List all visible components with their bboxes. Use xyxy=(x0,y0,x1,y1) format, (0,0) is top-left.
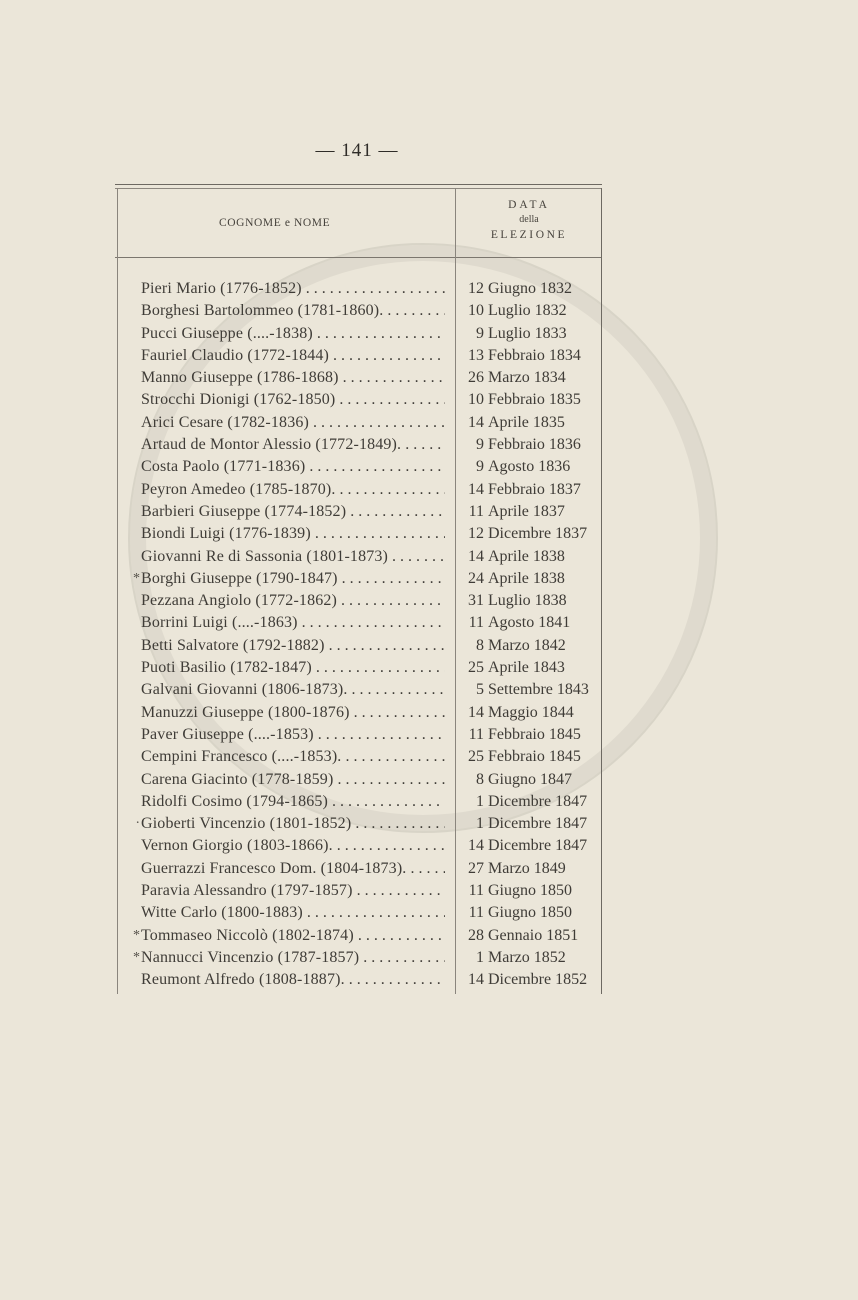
member-name: Pieri Mario (1776-1852) . . . xyxy=(141,278,445,300)
election-day: 14 xyxy=(468,971,484,989)
election-day: 1 xyxy=(476,948,484,966)
table-row xyxy=(0,746,858,768)
member-name: Borghi Giuseppe (1790-1847) . . . xyxy=(141,568,445,590)
election-month-year: Luglio 1832 xyxy=(488,302,567,320)
election-day: 5 xyxy=(476,681,484,699)
election-month-year: Febbraio 1834 xyxy=(488,346,581,364)
member-name: Barbieri Giuseppe (1774-1852) . . . xyxy=(141,501,445,523)
table-row xyxy=(0,858,858,880)
election-month-year: Marzo 1842 xyxy=(488,636,566,654)
election-month-year: Agosto 1836 xyxy=(488,458,571,476)
member-name: Borghesi Bartolommeo (1781-1860). . . . xyxy=(141,300,445,322)
table-top-rule xyxy=(115,184,602,185)
election-month-year: Marzo 1852 xyxy=(488,948,566,966)
election-month-year: Giugno 1850 xyxy=(488,904,572,922)
row-mark: · xyxy=(135,816,140,832)
member-name: Tommaseo Niccolò (1802-1874) . . . xyxy=(141,925,445,947)
election-month-year: Luglio 1833 xyxy=(488,324,567,342)
table-row xyxy=(0,389,858,411)
election-month-year: Giugno 1832 xyxy=(488,280,572,297)
election-day: 10 xyxy=(468,391,484,409)
election-month-year: Aprile 1838 xyxy=(488,569,565,587)
table-row xyxy=(0,590,858,612)
table-row xyxy=(0,635,858,657)
member-name: Manuzzi Giuseppe (1800-1876) . . . xyxy=(141,702,445,724)
table-row xyxy=(0,724,858,746)
table-row xyxy=(0,456,858,478)
election-month-year: Maggio 1844 xyxy=(488,703,574,721)
member-name: Carena Giacinto (1778-1859) . . . xyxy=(141,769,445,791)
election-month-year: Giugno 1850 xyxy=(488,882,572,900)
member-name: Ridolfi Cosimo (1794-1865) . . . xyxy=(141,791,445,813)
election-day: 14 xyxy=(468,703,484,721)
election-month-year: Febbraio 1837 xyxy=(488,480,581,498)
table-row xyxy=(0,501,858,523)
election-month-year: Febbraio 1845 xyxy=(488,748,581,766)
member-name: Manno Giuseppe (1786-1868) . . . xyxy=(141,367,445,389)
member-name: Pezzana Angiolo (1772-1862) . . . xyxy=(141,590,445,612)
row-mark: * xyxy=(133,927,140,943)
election-day: 31 xyxy=(468,592,484,610)
election-day: 12 xyxy=(468,280,484,297)
header-date-line2: della xyxy=(519,214,539,225)
election-month-year: Dicembre 1847 xyxy=(488,792,588,810)
table-row xyxy=(0,769,858,791)
election-day: 11 xyxy=(468,882,484,900)
election-month-year: Aprile 1835 xyxy=(488,413,565,431)
table-top-rule-inner xyxy=(115,188,602,189)
member-name: Galvani Giovanni (1806-1873). . . . xyxy=(141,679,445,701)
election-month-year: Aprile 1838 xyxy=(488,547,565,565)
election-month-year: Agosto 1841 xyxy=(488,614,571,632)
member-name: Strocchi Dionigi (1762-1850) . . . xyxy=(141,389,445,411)
election-day: 14 xyxy=(468,547,484,565)
election-day: 14 xyxy=(468,480,484,498)
table-row xyxy=(0,947,858,969)
table-row xyxy=(0,479,858,501)
member-name: Paravia Alessandro (1797-1857) . . . xyxy=(141,880,445,902)
member-name: Paver Giuseppe (....-1853) . . . xyxy=(141,724,445,746)
table-row xyxy=(0,345,858,367)
election-month-year: Febbraio 1835 xyxy=(488,391,581,409)
election-day: 11 xyxy=(468,725,484,743)
election-month-year: Febbraio 1845 xyxy=(488,725,581,743)
row-mark: * xyxy=(133,949,140,965)
election-day: 8 xyxy=(476,770,484,788)
table-row xyxy=(0,412,858,434)
member-name: Vernon Giorgio (1803-1866). . . . xyxy=(141,835,445,857)
table-row xyxy=(0,612,858,634)
table-row xyxy=(0,546,858,568)
header-date-line1: DATA xyxy=(508,199,550,211)
election-month-year: Settembre 1843 xyxy=(488,681,589,699)
member-name: Arici Cesare (1782-1836) . . . xyxy=(141,412,445,434)
table-row xyxy=(0,835,858,857)
election-day: 10 xyxy=(468,302,484,320)
member-name: Betti Salvatore (1792-1882) . . . xyxy=(141,635,445,657)
table-row xyxy=(0,925,858,947)
table-row xyxy=(0,367,858,389)
election-month-year: Dicembre 1837 xyxy=(488,525,588,543)
election-month-year: Luglio 1838 xyxy=(488,592,567,610)
table-row xyxy=(0,523,858,545)
election-month-year: Dicembre 1847 xyxy=(488,837,588,855)
member-name: Costa Paolo (1771-1836) . . . xyxy=(141,456,445,478)
table-row xyxy=(0,969,858,991)
election-day: 11 xyxy=(468,614,484,632)
election-month-year: Giugno 1847 xyxy=(488,770,572,788)
election-day: 27 xyxy=(468,859,484,877)
election-day: 12 xyxy=(468,525,484,543)
election-day: 11 xyxy=(468,904,484,922)
member-name: Gioberti Vincenzio (1801-1852) . . . xyxy=(141,813,445,835)
election-day: 24 xyxy=(468,569,484,587)
member-name: Fauriel Claudio (1772-1844) . . . xyxy=(141,345,445,367)
member-name: Cempini Francesco (....-1853). . . . xyxy=(141,746,445,768)
header-date-column xyxy=(456,197,602,243)
election-month-year: Gennaio 1851 xyxy=(488,926,579,944)
election-month-year: Aprile 1843 xyxy=(488,659,565,677)
election-day: 11 xyxy=(468,502,484,520)
election-day: 9 xyxy=(476,324,484,342)
election-day: 25 xyxy=(468,659,484,677)
election-month-year: Dicembre 1847 xyxy=(488,815,588,833)
header-name-column: COGNOME e NOME xyxy=(219,217,331,229)
table-row xyxy=(0,568,858,590)
member-name: Giovanni Re di Sassonia (1801-1873) . . . xyxy=(141,546,445,568)
election-day: 9 xyxy=(476,436,484,454)
member-name: Witte Carlo (1800-1883) . . . xyxy=(141,902,445,924)
member-name: Borrini Luigi (....-1863) . . . xyxy=(141,612,445,634)
member-name: Pucci Giuseppe (....-1838) . . . xyxy=(141,323,445,345)
page-number: — 141 — xyxy=(315,140,399,161)
election-day: 9 xyxy=(476,458,484,476)
election-day: 14 xyxy=(468,413,484,431)
table-row xyxy=(0,880,858,902)
election-month-year: Dicembre 1852 xyxy=(488,971,588,989)
table-row xyxy=(0,702,858,724)
election-month-year: Marzo 1849 xyxy=(488,859,566,877)
table-row xyxy=(0,902,858,924)
member-name: Artaud de Montor Alessio (1772-1849). . . . xyxy=(141,434,445,456)
election-day: 1 xyxy=(476,815,484,833)
member-name: Peyron Amedeo (1785-1870). . . . xyxy=(141,479,445,501)
election-day: 14 xyxy=(468,837,484,855)
table-row xyxy=(0,434,858,456)
member-name: Reumont Alfredo (1808-1887). . . . xyxy=(141,969,445,991)
member-name: Nannucci Vincenzio (1787-1857) . . . xyxy=(141,947,445,969)
table-row xyxy=(0,300,858,322)
election-month-year: Febbraio 1836 xyxy=(488,436,581,454)
election-month-year: Marzo 1834 xyxy=(488,369,566,387)
table-row xyxy=(0,657,858,679)
table-row xyxy=(0,813,858,835)
table-row xyxy=(0,679,858,701)
table-row xyxy=(0,791,858,813)
table-row xyxy=(0,323,858,345)
election-day: 26 xyxy=(468,369,484,387)
election-day: 25 xyxy=(468,748,484,766)
election-day: 8 xyxy=(476,636,484,654)
election-day: 1 xyxy=(476,792,484,810)
table-row xyxy=(0,278,858,300)
member-name: Biondi Luigi (1776-1839) . . . xyxy=(141,523,445,545)
election-month-year: Aprile 1837 xyxy=(488,502,565,520)
member-name: Puoti Basilio (1782-1847) . . . xyxy=(141,657,445,679)
row-mark: * xyxy=(133,570,140,586)
header-date-line3: ELEZIONE xyxy=(490,229,568,241)
election-day: 28 xyxy=(468,926,484,944)
member-name: Guerrazzi Francesco Dom. (1804-1873). . . . xyxy=(141,858,445,880)
table-body xyxy=(0,278,858,992)
table-header-rule xyxy=(115,257,602,258)
election-day: 13 xyxy=(468,346,484,364)
